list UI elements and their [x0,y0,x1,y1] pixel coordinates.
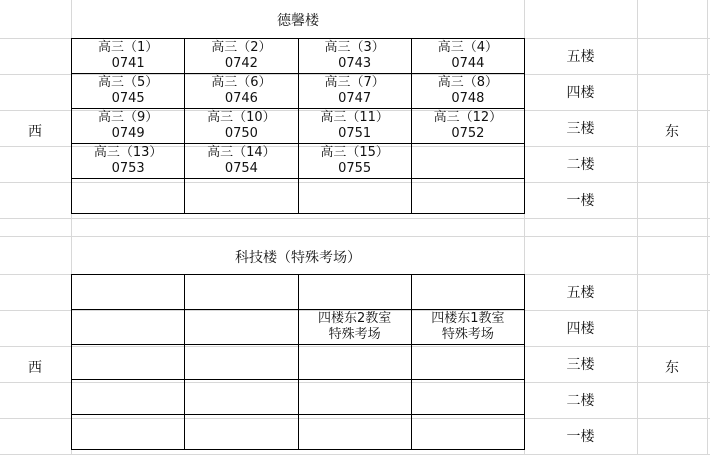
room-name: 高三（13） [93,145,163,160]
building1-west-label: 西 [28,124,42,140]
room-name: 高三（9） [97,110,159,125]
room-cell [411,179,524,214]
room-row [72,144,525,179]
grid-line [0,236,710,237]
room-code: 0745 [111,91,145,106]
room-cell [72,310,185,345]
room-cell [185,179,298,214]
room-code: 0742 [224,56,258,71]
room-code: 0751 [338,126,372,141]
room-cell [185,310,298,345]
building2-title: 科技楼（特殊考场） [235,250,361,266]
building2-west-label: 西 [28,360,42,376]
room-code: 0753 [111,161,145,176]
room-name: 高三（2） [211,40,272,55]
floor-label: 五楼 [566,285,595,301]
room-name: 高三（7） [324,75,385,90]
room-cell [72,275,185,310]
room-name: 高三（15） [320,145,389,160]
room-cell [298,310,411,345]
room-cell [411,345,524,380]
room-row [72,415,525,450]
room-code: 0747 [338,91,372,106]
floor-label: 三楼 [566,121,595,137]
floor-label: 二楼 [566,157,595,173]
room-code: 0746 [224,91,258,106]
building1-title: 德馨楼 [277,13,319,29]
floor-label: 五楼 [566,49,595,65]
room-code: 特殊考场 [441,327,494,342]
floor-label: 三楼 [566,357,595,373]
room-cell [298,109,411,144]
room-cell [411,74,524,109]
room-cell [185,144,298,179]
room-name: 高三（10） [207,110,276,125]
room-row [72,275,525,310]
room-code: 特殊考场 [328,327,381,342]
room-cell [185,39,298,74]
room-cell [298,179,411,214]
room-cell [411,109,524,144]
room-row [72,345,525,380]
building2-east-label: 东 [665,360,679,376]
room-cell [298,345,411,380]
room-name: 四楼东2教室 [317,311,392,326]
room-name: 四楼东1教室 [431,311,505,326]
room-name: 高三（12） [433,110,503,125]
room-code: 0755 [338,161,372,176]
room-cell [185,275,298,310]
room-code: 0752 [451,126,485,141]
room-code: 0750 [224,126,258,141]
room-cell [72,144,185,179]
room-cell [411,275,524,310]
grid-line [707,0,708,455]
room-cell [72,109,185,144]
room-cell [185,74,298,109]
floor-label: 四楼 [566,85,595,101]
room-code: 0744 [451,56,485,71]
room-cell [411,310,524,345]
room-row [72,310,525,345]
room-cell [185,415,298,450]
room-cell [185,109,298,144]
room-name: 高三（5） [97,75,159,90]
room-row [72,380,525,415]
floor-label: 四楼 [566,321,595,337]
room-cell [185,345,298,380]
floor-label: 一楼 [566,429,595,445]
room-row [72,109,525,144]
room-cell [72,39,185,74]
room-cell [72,415,185,450]
building1-room-table [71,38,525,214]
room-name: 高三（3） [324,40,385,55]
room-cell [185,380,298,415]
room-cell [72,74,185,109]
grid-line [637,0,638,455]
room-code: 0743 [338,56,372,71]
building2-room-table [71,274,525,450]
room-row [72,179,525,214]
floor-label: 二楼 [566,393,595,409]
room-name: 高三（6） [211,75,272,90]
room-code: 0748 [451,91,485,106]
room-cell [298,415,411,450]
room-name: 高三（14） [207,145,276,160]
room-code: 0741 [111,56,145,71]
room-name: 高三（4） [437,40,499,55]
room-cell [72,345,185,380]
room-cell [298,275,411,310]
room-cell [411,144,524,179]
room-name: 高三（11） [320,110,389,125]
room-code: 0749 [111,126,145,141]
room-row [72,39,525,74]
floor-label: 一楼 [566,193,595,209]
room-row [72,74,525,109]
room-name: 高三（1） [97,40,159,55]
room-cell [411,380,524,415]
room-cell [72,380,185,415]
room-name: 高三（8） [437,75,499,90]
room-cell [411,415,524,450]
room-cell [298,380,411,415]
room-cell [298,39,411,74]
building1-east-label: 东 [665,124,679,140]
room-code: 0754 [224,161,258,176]
room-cell [72,179,185,214]
room-cell [298,74,411,109]
room-cell [298,144,411,179]
room-cell [411,39,524,74]
